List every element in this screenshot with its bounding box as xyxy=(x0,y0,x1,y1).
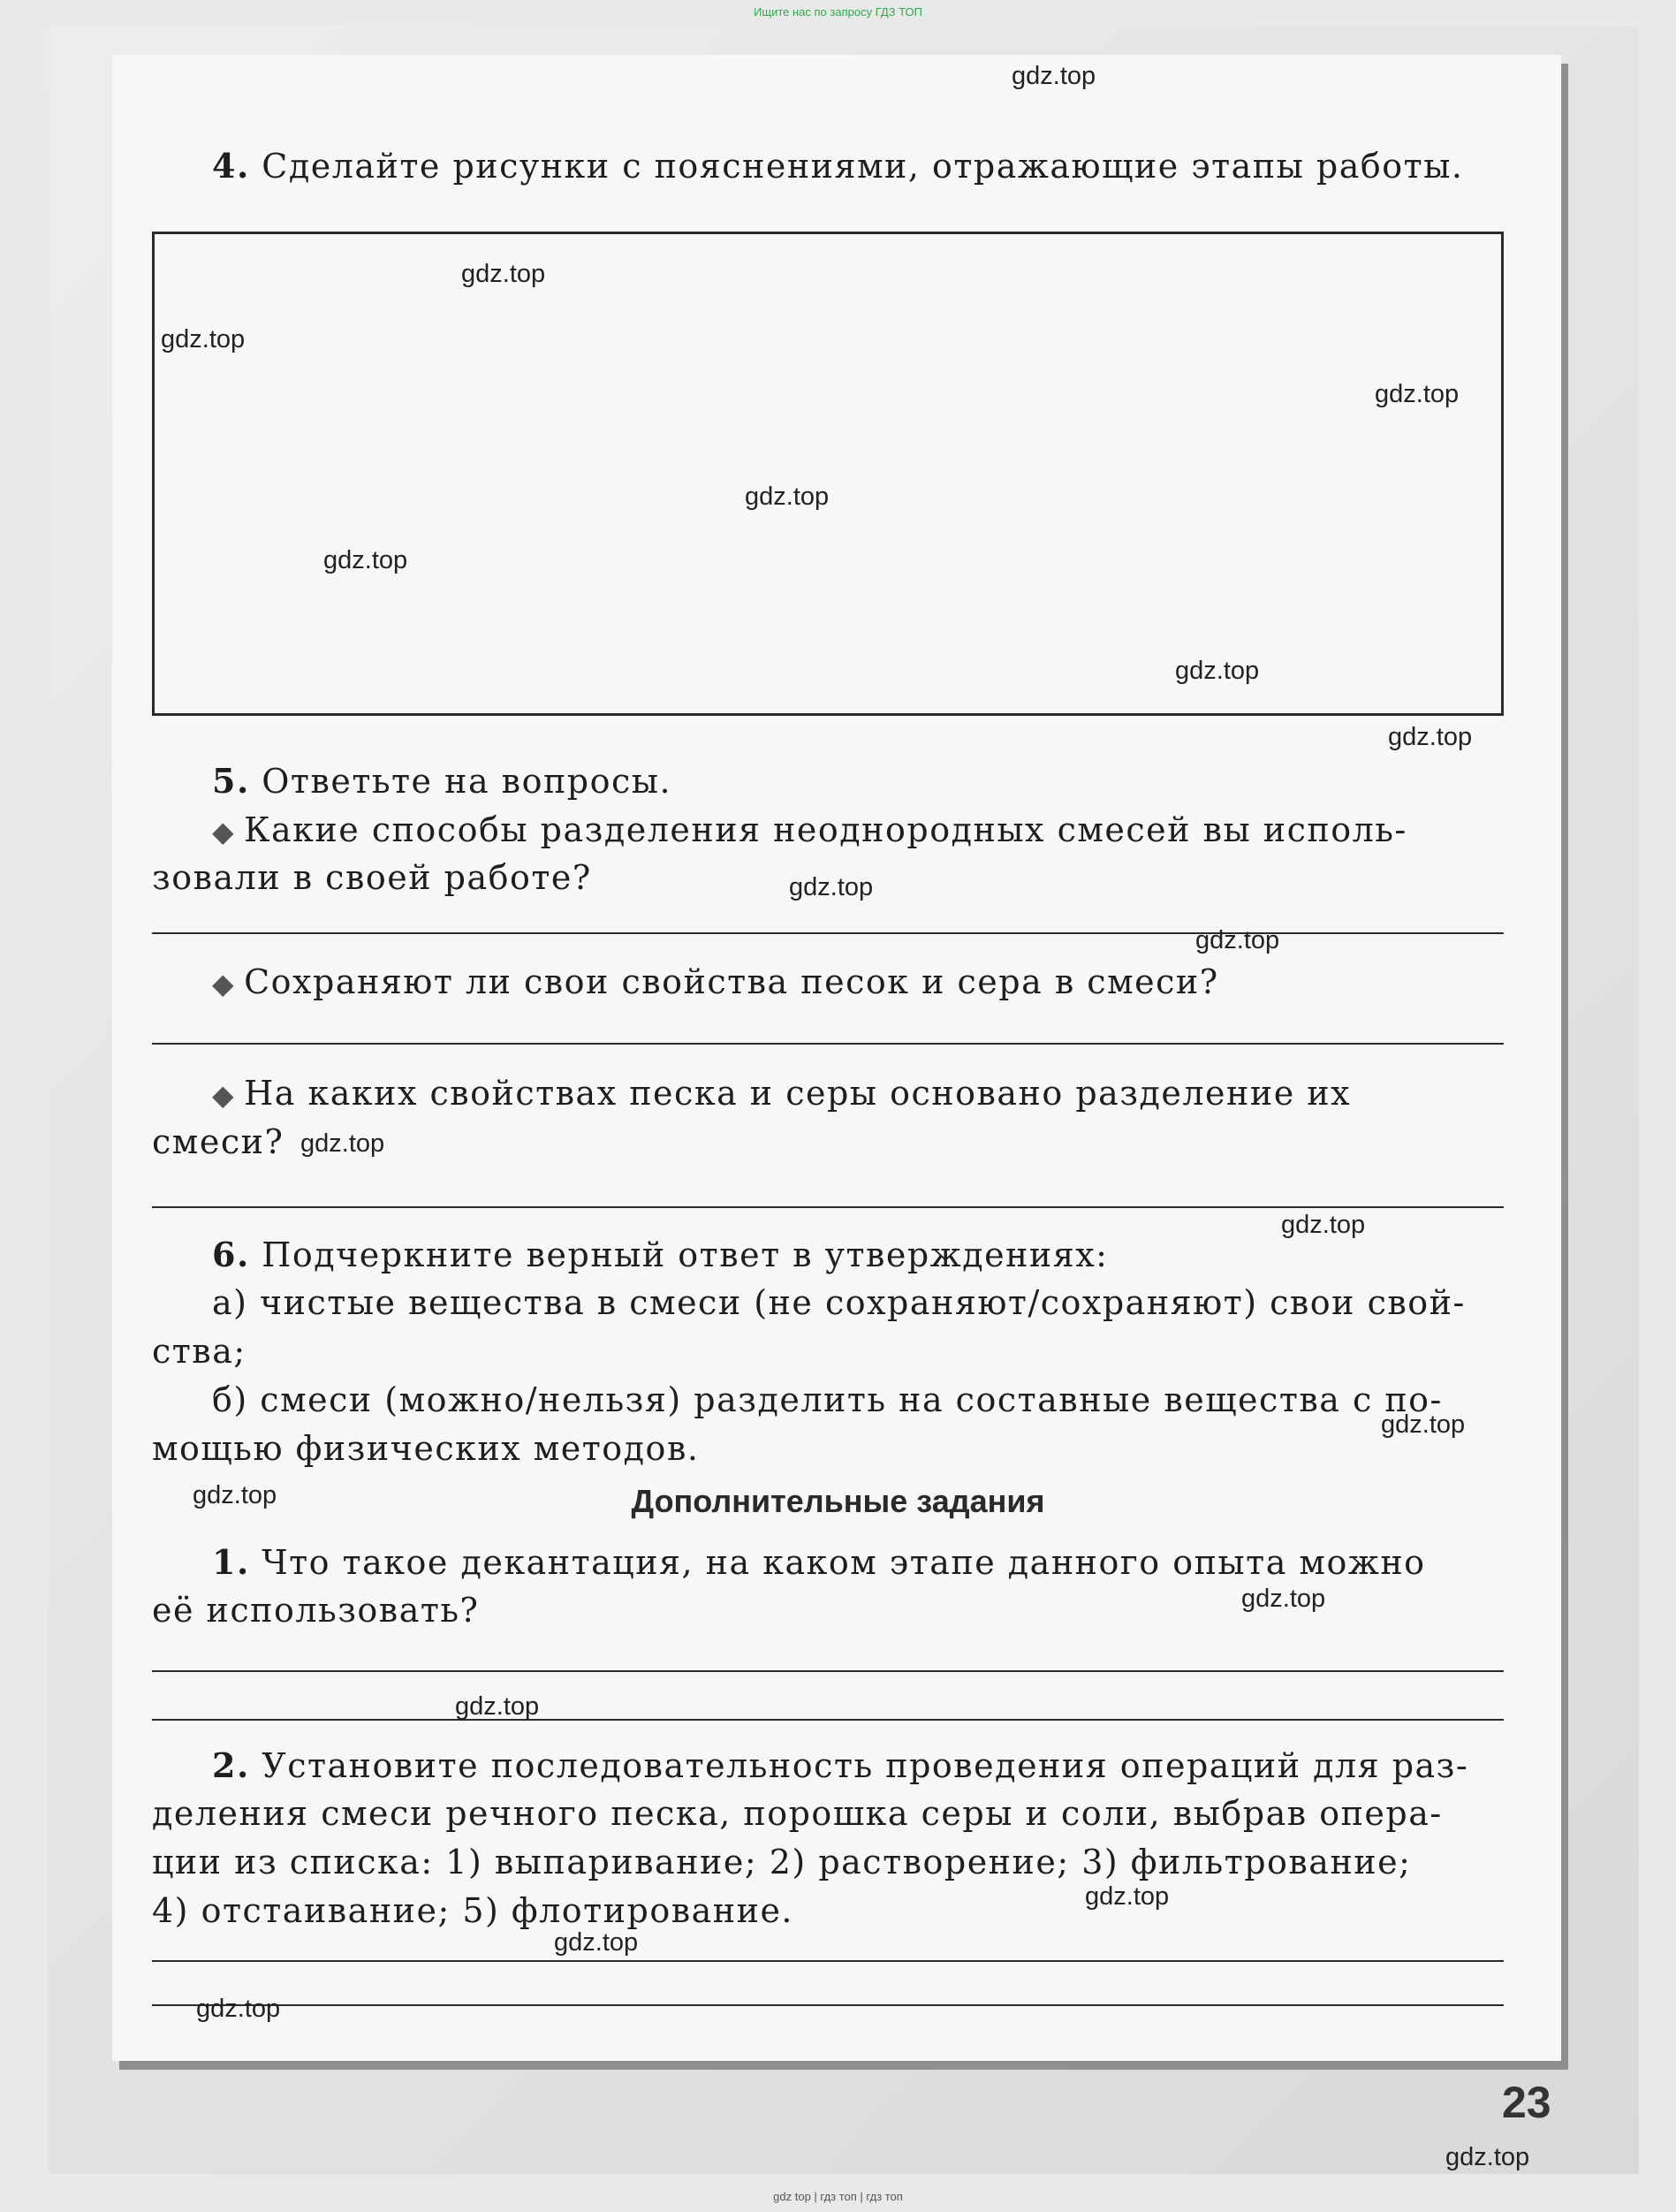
question-2 xyxy=(212,958,1219,1008)
watermark: gdz.top xyxy=(1195,926,1280,954)
watermark: gdz.top xyxy=(745,483,830,511)
answer-line[interactable] xyxy=(152,1960,1504,1962)
extra-task-1-line-1 xyxy=(212,1538,1426,1587)
footer-links[interactable]: gdz top | гдз топ | гдз топ xyxy=(773,2190,903,2203)
watermark: gdz.top xyxy=(1381,1410,1466,1439)
watermark: gdz.top xyxy=(1085,1882,1170,1911)
extra-task-2-text: Установите последовательность проведения операций для раз- xyxy=(262,1746,1469,1785)
watermark: gdz.top xyxy=(1281,1211,1366,1239)
question-2-text: Сохраняют ли свои свойства песок и сера в смеси? xyxy=(244,962,1219,1001)
answer-line[interactable] xyxy=(152,932,1504,934)
question-1-text: Какие способы разделения неоднородных смесей вы исполь- xyxy=(244,810,1407,849)
watermark: gdz.top xyxy=(789,873,874,901)
question-3-line-2: смеси? xyxy=(152,1122,284,1161)
watermark: gdz.top xyxy=(1241,1585,1326,1613)
answer-line[interactable] xyxy=(152,1719,1504,1721)
question-3-line-1 xyxy=(212,1069,1351,1120)
watermark: gdz.top xyxy=(300,1129,385,1158)
task-4-number: 4. xyxy=(212,146,250,186)
answer-line[interactable] xyxy=(152,1206,1504,1208)
extra-task-1-line-2: её использовать? xyxy=(152,1591,480,1630)
watermark: gdz.top xyxy=(1175,657,1260,685)
watermark: gdz.top xyxy=(193,1481,277,1509)
watermark: gdz.top xyxy=(1445,2143,1530,2171)
answer-line[interactable] xyxy=(152,1043,1504,1045)
task-4 xyxy=(212,141,1464,191)
extra-task-2-number: 2. xyxy=(212,1745,250,1785)
watermark: gdz.top xyxy=(1388,723,1473,751)
task-4-text: Сделайте рисунки с пояснениями, отражающие этапы работы. xyxy=(262,147,1464,186)
extra-task-2-line-4: 4) отстаивание; 5) флотирование. xyxy=(152,1891,794,1930)
diamond-bullet-icon: ◆ xyxy=(212,1078,236,1112)
question-1-line-2: зовали в своей работе? xyxy=(152,858,592,897)
watermark: gdz.top xyxy=(161,325,246,353)
watermark: gdz.top xyxy=(323,546,408,574)
extra-task-2-line-1 xyxy=(212,1741,1468,1790)
drawing-area[interactable] xyxy=(152,232,1504,716)
extra-tasks-heading: Дополнительные задания xyxy=(631,1483,1045,1519)
extra-task-2-line-2: деления смеси речного песка, порошка серы и соли, выбрав опера- xyxy=(152,1794,1443,1833)
task-6 xyxy=(212,1230,1108,1280)
statement-a-line-1[interactable]: а) чистые вещества в смеси (не сохраняют/сохраняют) свои свой- xyxy=(212,1283,1466,1322)
watermark: gdz.top xyxy=(455,1692,540,1721)
extra-task-1-text: Что такое декантация, на каком этапе данного опыта можно xyxy=(262,1543,1426,1582)
statement-b-line-1[interactable]: б) смеси (можно/нельзя) разделить на составные вещества с по- xyxy=(212,1380,1443,1419)
watermark: gdz.top xyxy=(1012,62,1096,90)
answer-line[interactable] xyxy=(152,1670,1504,1672)
diamond-bullet-icon: ◆ xyxy=(212,967,236,1000)
task-6-text: Подчеркните верный ответ в утверждениях: xyxy=(262,1235,1109,1274)
statement-b-line-2: мощью физических методов. xyxy=(152,1429,700,1468)
watermark: gdz.top xyxy=(461,260,546,288)
task-5-text: Ответьте на вопросы. xyxy=(262,762,672,801)
watermark: gdz.top xyxy=(196,1995,281,2023)
header-search-link[interactable]: Ищите нас по запросу ГДЗ ТОП xyxy=(754,5,922,19)
watermark: gdz.top xyxy=(1375,380,1460,408)
task-5-number: 5. xyxy=(212,761,250,801)
task-6-number: 6. xyxy=(212,1235,250,1274)
extra-task-2-line-3: ции из списка: 1) выпаривание; 2) растворение; 3) фильтрование; xyxy=(152,1843,1412,1881)
diamond-bullet-icon: ◆ xyxy=(212,815,236,848)
task-5 xyxy=(212,756,671,806)
page-number: 23 xyxy=(1502,2078,1551,2127)
question-1-line-1 xyxy=(212,806,1407,856)
statement-a-line-2: ства; xyxy=(152,1332,246,1371)
extra-task-1-number: 1. xyxy=(212,1542,250,1582)
answer-line[interactable] xyxy=(152,2004,1504,2006)
question-3-text: На каких свойствах песка и серы основано разделение их xyxy=(244,1074,1352,1113)
watermark: gdz.top xyxy=(554,1928,639,1957)
